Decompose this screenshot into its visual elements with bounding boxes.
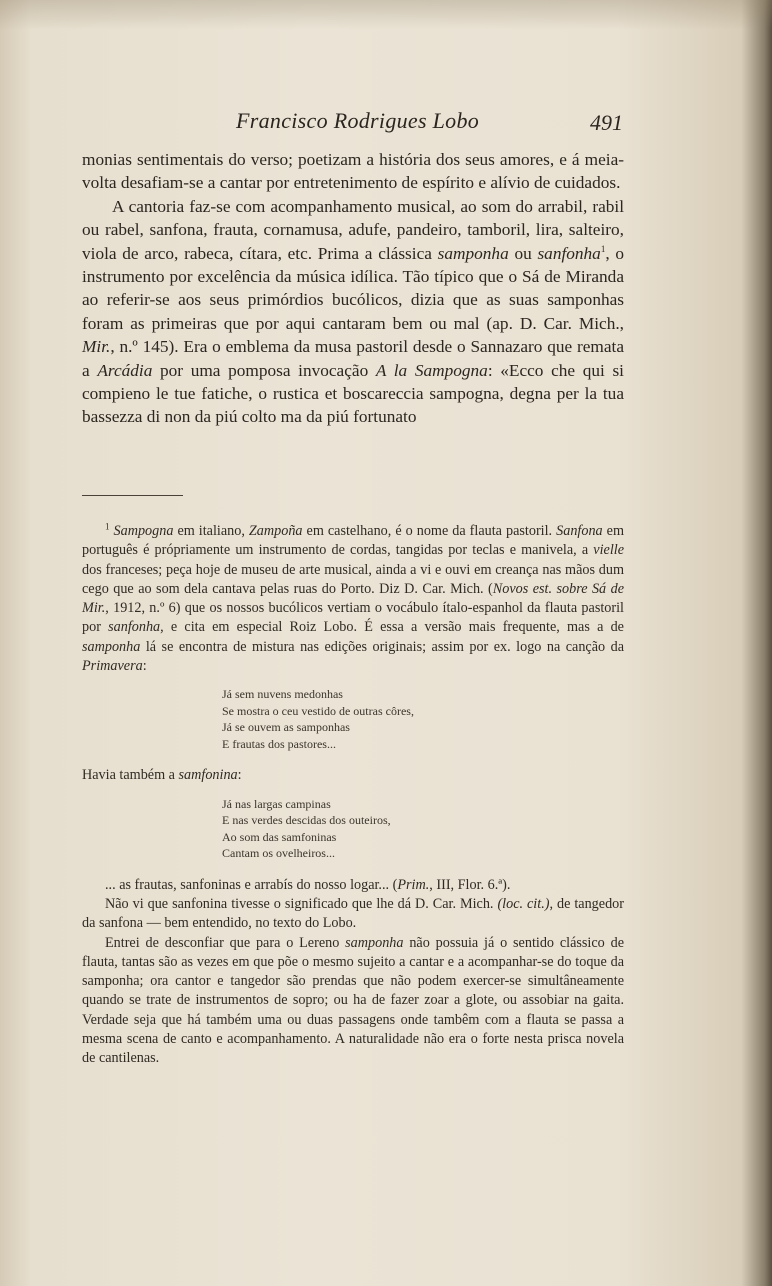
running-header-title: Francisco Rodrigues Lobo (236, 108, 480, 133)
verse-line: Cantam os ovelheiros... (222, 846, 335, 861)
footnote-marker: 1 (105, 521, 110, 532)
verse-primavera (222, 686, 624, 752)
paragraph-cantoria: A cantoria faz-se com acompanhamento musical, ao som do arrabil, rabil ou rabel, sanfona, frauta, cornamusa, adufe, pandeiro, tamboril, lira, salteiro, viola de arco, rabeca, cítara, etc. Prima a clássica samponha ou sanfonha$^1$, o instrumento por excelência da música idílica. Tão típico que o Sá de Miranda ao referir-se aos seus primórdios bucólicos, dizia que as suas samponhas foram as primeiras que por aqui cantaram bem ou mal (ap. D. Car. Mich., Mir., n.º 145). Era o emblema da musa pastoril desde o Sannazaro que remata a Arcádia por uma pomposa invocação A la Sampogna: «Ecco che qui si compieno le tue fatiche, o rustica et boscareccia sampogna, degna per la tua bassezza di non da piú colto ma da piú fortunato (82, 196, 625, 427)
verse-line: Se mostra o ceu vestido de outras côres, (222, 703, 414, 718)
footnote-havia: Havia também a samfonina: (82, 767, 242, 784)
verse-samfoninas (222, 796, 624, 862)
verse-line: E nas verdes descidas dos outeiros, (222, 813, 391, 828)
footnote-entrei: Entrei de desconfiar que para o Lereno samponha não possuia já o sentido clássico de flauta, tantas são as vezes em que põe o mesmo sujeito a cantar e a acompanhar-se do toque da samponha; ora cantor e tangedor são prendas que não podem exercer-se simultâneamente quando se trate de instrumentos de sopro; ou ha de fazer zoar a glote, ou assobiar na gaita. Verdade seja que há também uma ou duas passagens onde tambêm com a flauta se passa a mesma scena de canto e acompanhamento. A naturalidade não era o forte nesta prisca novela de cantilenas. (82, 934, 624, 1067)
footnote-frautas: ... as frautas, sanfoninas e arrabís do nosso logar... (Prim., III, Flor. 6.ª). (105, 876, 511, 893)
main-text (82, 148, 624, 429)
footnote-divider (82, 495, 183, 496)
verse-line: Já sem nuvens medonhas (222, 687, 343, 702)
verse-line: E frautas dos pastores... (222, 736, 336, 751)
verse-line: Já se ouvem as samponhas (222, 720, 350, 735)
verse-line: Ao som das samfoninas (222, 829, 337, 844)
footnote-nao-vi: Não vi que sanfonina tivesse o significado que lhe dá D. Car. Mich. (loc. cit.), de tangedor da sanfona — bem entendido, no texto do Lobo. (82, 895, 624, 932)
footnote-paragraph: $^1$ Sampogna em italiano, Zampoña em castelhano, é o nome da flauta pastoril. Sanfona em português é própriamente um instrumento de cordas, tangidas por teclas e manivela, a vielle dos franceses; peça hoje de museu de arte musical, ainda a vi e ouvi em creança nas mãos dum cego que ao som dela cantava pelas ruas do Porto. Diz D. Car. Mich. (Novos est. sobre Sá de Mir., 1912, n.º 6) que os nossos bucólicos vertiam o vocábulo ítalo-espanhol da flauta pastoril por sanfonha, e cita em especial Roiz Lobo. É essa a versão mais frequente, mas a de samponha lá se encontra de mistura nas edições originais; assim por ex. logo na canção da Primavera: (82, 521, 624, 675)
footnote-reference: 1 (600, 243, 606, 254)
verse-line: Já nas largas campinas (222, 796, 331, 811)
footnote-block (82, 522, 624, 1069)
paragraph-continued: monias sentimentais do verso; poetizam a história dos seus amores, e á meia-volta desafiam-se a cantar por entretenimento de espírito e alívio de cuidados. (82, 150, 624, 193)
page-number: 491 (590, 110, 623, 135)
